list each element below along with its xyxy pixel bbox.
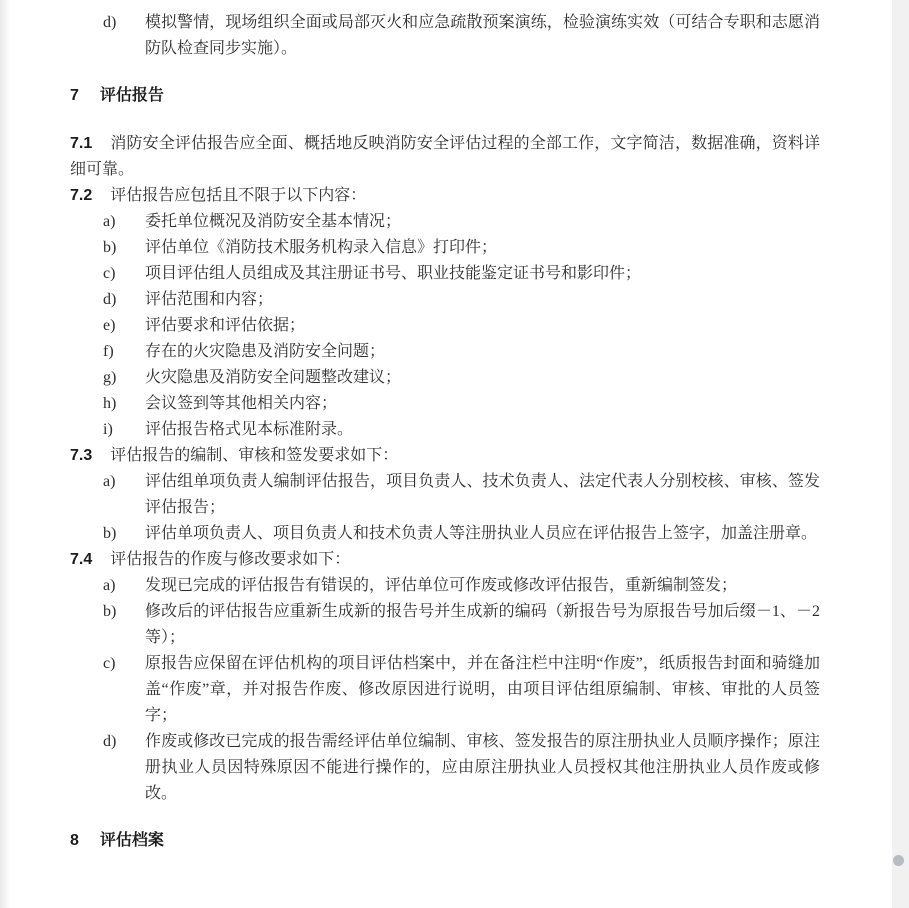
- scroll-thumb[interactable]: [893, 855, 904, 866]
- list-item-marker: i): [103, 421, 113, 438]
- clause-text: 评估报告应包括且不限于以下内容：: [110, 187, 367, 204]
- list-item: [70, 521, 820, 547]
- list-item-marker: a): [103, 577, 116, 594]
- list-item-text: 会议签到等其他相关内容；: [145, 395, 338, 412]
- clause-number: 7.1: [70, 135, 93, 152]
- list-item: [70, 417, 820, 443]
- section-title: 评估报告: [99, 87, 164, 104]
- list-item-text: 委托单位概况及消防安全基本情况；: [145, 213, 402, 230]
- list-item-marker: e): [103, 317, 116, 334]
- list-item: [70, 313, 820, 339]
- list-item: [70, 209, 820, 235]
- clause-text: 消防安全评估报告应全面、概括地反映消防安全评估过程的全部工作，文字简洁，数据准确，资料详细可靠。: [70, 135, 820, 178]
- section-heading: [70, 82, 820, 109]
- list-item-marker: c): [103, 265, 116, 282]
- list-item-text: 评估单项负责人、项目负责人和技术负责人等注册执业人员应在评估报告上签字，加盖注册章。: [145, 525, 818, 542]
- list-item-marker: a): [103, 473, 116, 490]
- list-item: [70, 339, 820, 365]
- list-item: [70, 729, 820, 807]
- list-item: [70, 469, 820, 521]
- list-item-text: 项目评估组人员组成及其注册证书号、职业技能鉴定证书号和影印件；: [145, 265, 642, 282]
- section-title: 评估档案: [99, 832, 164, 849]
- viewer-gutter: [892, 0, 909, 908]
- list-item: [70, 573, 820, 599]
- list-item-marker: h): [103, 395, 117, 412]
- list-item-marker: d): [103, 291, 117, 308]
- list-item-marker: d): [103, 733, 117, 750]
- section-heading: [70, 827, 820, 854]
- list-item-marker: a): [103, 213, 116, 230]
- section-number: 7: [70, 87, 79, 104]
- list-item-text: 评估要求和评估依据；: [145, 317, 306, 334]
- section-number: 8: [70, 832, 79, 849]
- clause-text: 评估报告的编制、审核和签发要求如下：: [110, 447, 399, 464]
- list-item-marker: g): [103, 369, 117, 386]
- list-item-text: 评估组单项负责人编制评估报告，项目负责人、技术负责人、法定代表人分别校核、审核、签发评估报告；: [145, 473, 820, 516]
- list-item-text: 发现已完成的评估报告有错误的，评估单位可作废或修改评估报告，重新编制签发；: [145, 577, 738, 594]
- list-item-text: 作废或修改已完成的报告需经评估单位编制、审核、签发报告的原注册执业人员顺序操作；原注册执业人员因特殊原因不能进行操作的，应由原注册执业人员授权其他注册执业人员作废或修改。: [145, 733, 820, 802]
- list-item-text: 评估范围和内容；: [145, 291, 274, 308]
- list-item-marker: b): [103, 239, 117, 256]
- list-item: [70, 235, 820, 261]
- list-item-text: 评估报告格式见本标准附录。: [145, 421, 354, 438]
- clause-number: 7.3: [70, 447, 93, 464]
- list-item-text: 火灾隐患及消防安全问题整改建议；: [145, 369, 402, 386]
- clause-paragraph: [70, 183, 820, 209]
- list-item-text: 原报告应保留在评估机构的项目评估档案中，并在备注栏中注明“作废”，纸质报告封面和骑缝加盖“作废”章，并对报告作废、修改原因进行说明，由项目评估组原编制、审核、审批的人员签字；: [145, 655, 820, 724]
- list-item-marker: d): [103, 14, 117, 31]
- document-content: [70, 10, 820, 876]
- list-item: [70, 651, 820, 729]
- list-item-marker: c): [103, 655, 116, 672]
- list-item-marker: b): [103, 525, 117, 542]
- list-item: [70, 365, 820, 391]
- clause-text: 评估报告的作废与修改要求如下：: [110, 551, 351, 568]
- list-item-marker: f): [103, 343, 114, 360]
- list-item-marker: b): [103, 603, 117, 620]
- list-item: [70, 391, 820, 417]
- clause-number: 7.4: [70, 551, 93, 568]
- list-item: [70, 10, 820, 62]
- list-item-text: 评估单位《消防技术服务机构录入信息》打印件；: [145, 239, 498, 256]
- clause-paragraph: [70, 443, 820, 469]
- clause-paragraph: [70, 131, 820, 183]
- list-item: [70, 287, 820, 313]
- list-item-text: 修改后的评估报告应重新生成新的报告号并生成新的编码（新报告号为原报告号加后缀－1、－2等）；: [145, 603, 820, 646]
- clause-paragraph: [70, 547, 820, 573]
- list-item: [70, 261, 820, 287]
- page-left-edge-shadow: [0, 0, 10, 908]
- list-item: [70, 599, 820, 651]
- clause-number: 7.2: [70, 187, 93, 204]
- list-item-text: 存在的火灾隐患及消防安全问题；: [145, 343, 386, 360]
- list-item-text: 模拟警情，现场组织全面或局部灭火和应急疏散预案演练，检验演练实效（可结合专职和志愿消防队检查同步实施）。: [145, 14, 820, 57]
